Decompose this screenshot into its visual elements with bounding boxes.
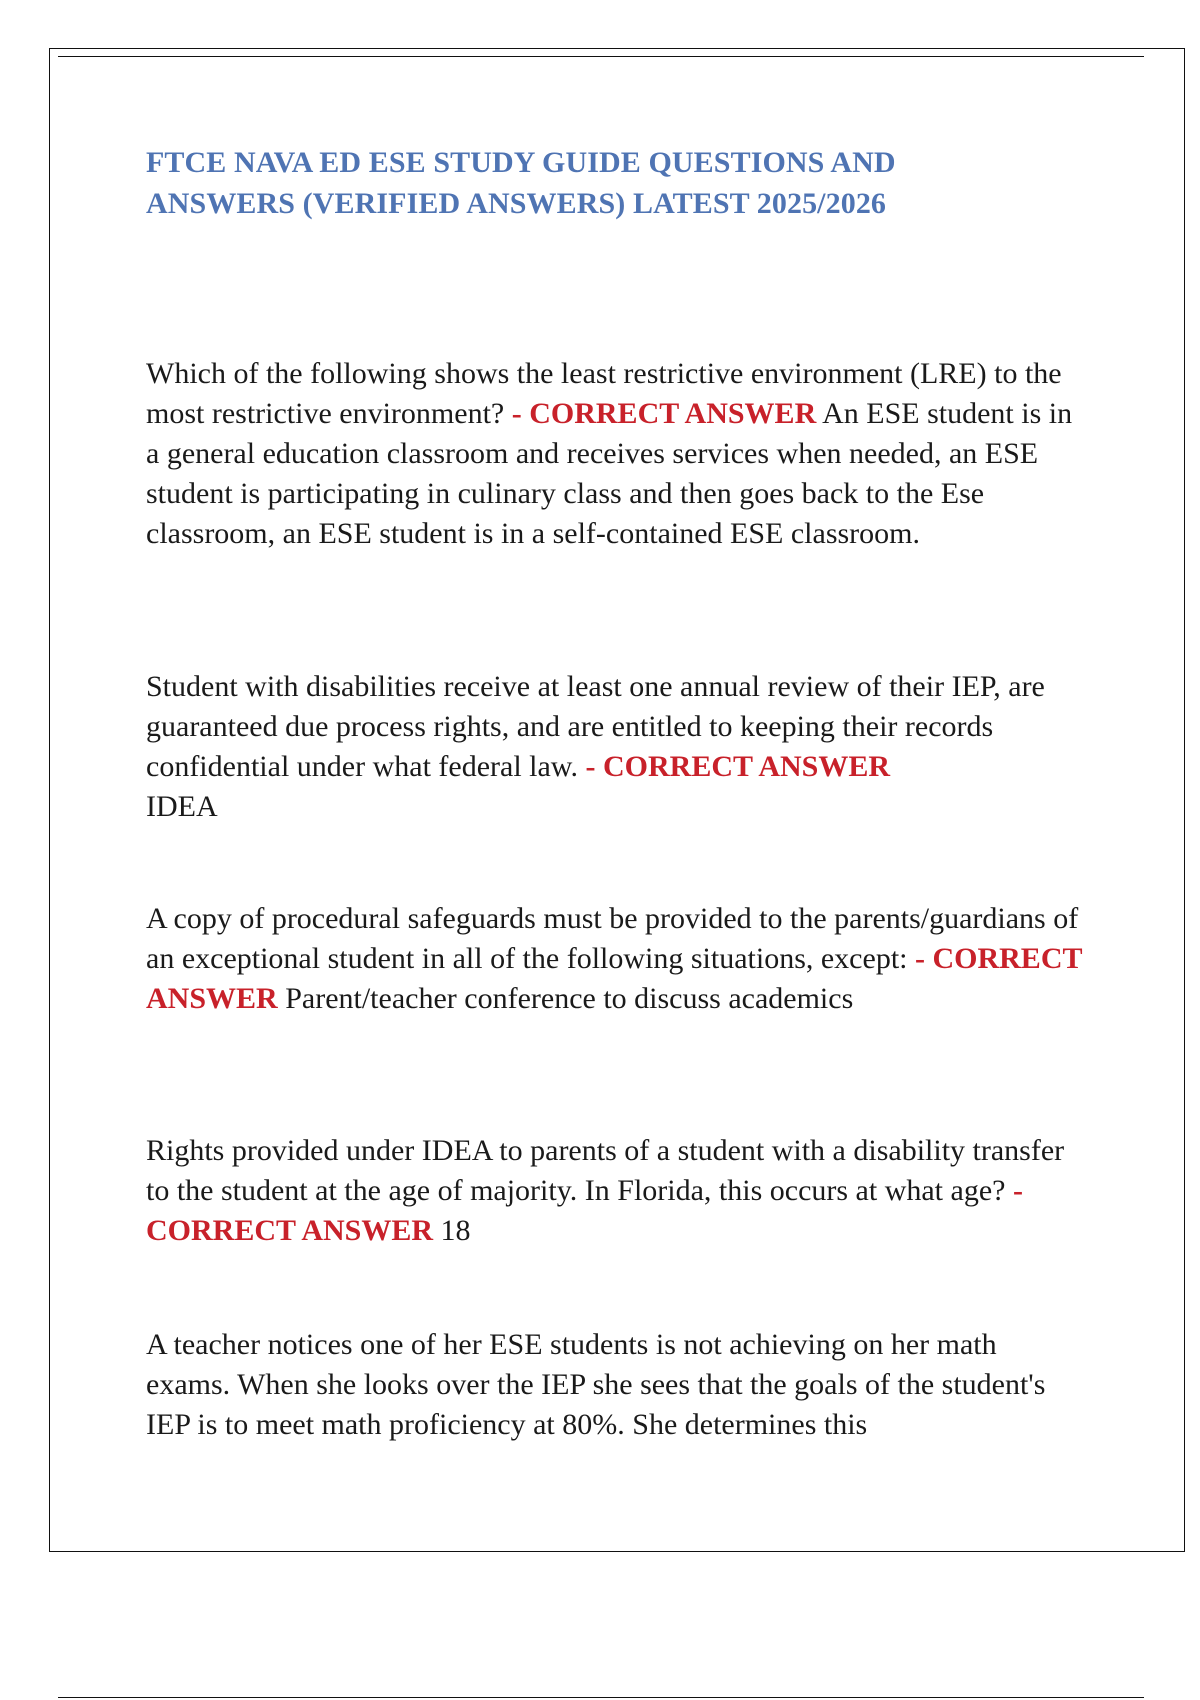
bottom-rule	[58, 1697, 1144, 1698]
document-title: FTCE NAVA ED ESE STUDY GUIDE QUESTIONS AND ANSWERS (VERIFIED ANSWERS) LATEST 2025/2026	[146, 146, 896, 220]
correct-answer-marker: - CORRECT ANSWER	[511, 397, 817, 430]
qa-item-1	[146, 354, 1086, 554]
question-text: Which of the following shows the least restrictive environment (LRE) to the most restrictive environment?	[146, 357, 1062, 430]
answer-text: Parent/teacher conference to discuss academics	[285, 982, 854, 1015]
answer-text: IDEA	[146, 790, 218, 823]
question-text: A teacher notices one of her ESE students is not achieving on her math exams. When she looks over the IEP she sees that the goals of the student's IEP is to meet math proficiency at 80%. She determines this	[146, 1328, 1046, 1441]
qa-item-4	[146, 1131, 1086, 1251]
answer-text: An ESE student is in a general education classroom and receives services when needed, an ESE student is participating in culinary class and then goes back to the Ese classroom, an ESE student is in a self-contained ESE classroom.	[146, 397, 1073, 550]
question-text: Student with disabilities receive at least one annual review of their IEP, are guaranteed due process rights, and are entitled to keeping their records confidential under what federal law.	[146, 670, 1045, 783]
correct-answer-marker: - CORRECT ANSWER	[146, 1174, 1023, 1247]
qa-item-3	[146, 899, 1086, 1019]
question-text: Rights provided under IDEA to parents of a student with a disability transfer to the student at the age of majority. In Florida, this occurs at what age?	[146, 1134, 1065, 1207]
answer-text: 18	[440, 1214, 471, 1247]
question-text: A copy of procedural safeguards must be provided to the parents/guardians of an exceptional student in all of the following situations, except:	[146, 902, 1079, 975]
correct-answer-marker: - CORRECT ANSWER	[585, 750, 891, 783]
qa-item-2	[146, 667, 1086, 827]
qa-item-5	[146, 1325, 1086, 1445]
correct-answer-marker: - CORRECT ANSWER	[146, 942, 1082, 1015]
